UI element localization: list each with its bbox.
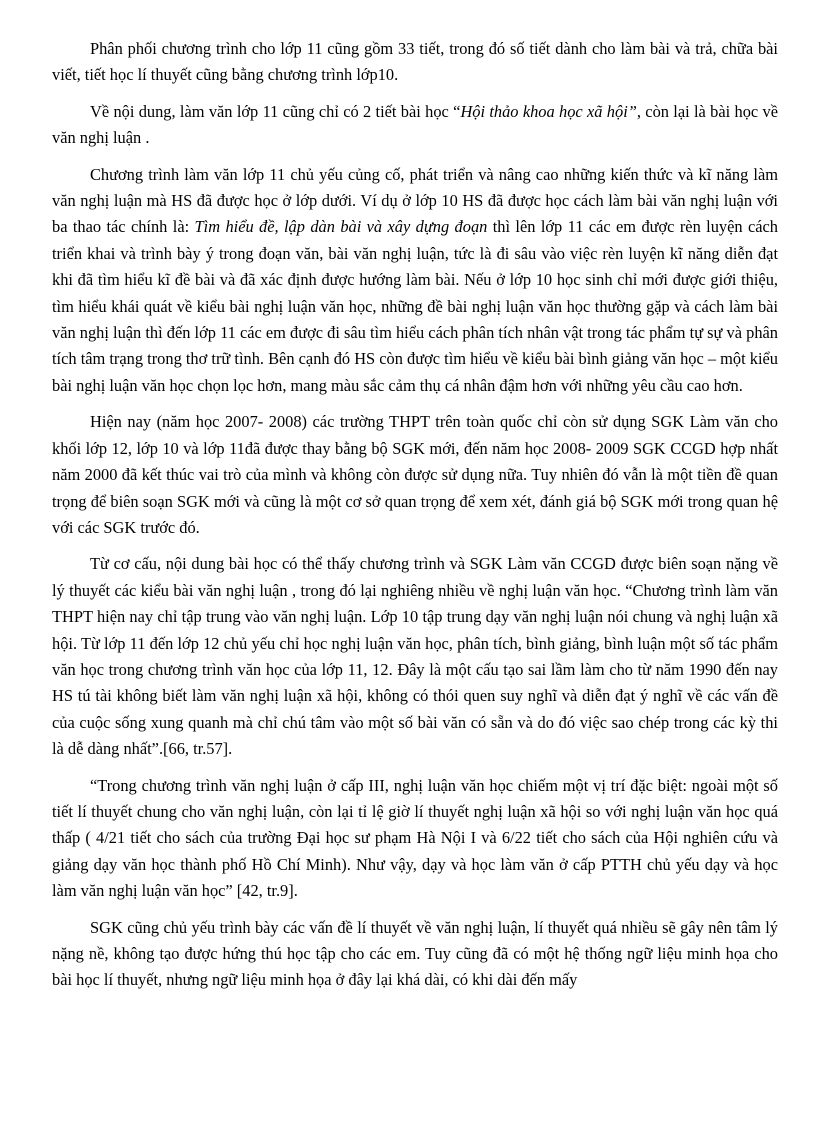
paragraph <box>52 36 778 89</box>
paragraph-text: thì lên lớp 11 các em được rèn luyện cách triển khai và trình bày ý trong đoạn văn, bài văn nghị luận, tức là đi sâu vào việc rèn luyện kĩ năng diễn đạt khi đã tìm hiểu kĩ đề bài và đã xác định được hướng làm bài. Nếu ở lớp 10 học sinh chỉ mới được giới thiệu, tìm hiểu khái quát về kiểu bài nghị luận văn học, những đề bài nghị luận văn học thường gặp và cách làm bài văn nghị luận thì đến lớp 11 các em được đi sâu tìm hiểu cách phân tích nhân vật trong tác phẩm tự sự và phân tích tâm trạng trong thơ trữ tình. Bên cạnh đó HS còn được tìm hiểu về kiểu bài bình giảng văn học – một kiểu bài nghị luận văn học chọn lọc hơn, mang màu sắc cảm thụ cá nhân đậm hơn với những yêu cầu cao hơn. <box>52 217 778 395</box>
paragraph-text: Chương trình làm văn lớp 11 chủ yếu củng cố, phát triển và nâng cao những kiến thức và kĩ năng làm văn nghị luận mà HS đã được học ở lớp dưới. Ví dụ ở lớp 10 HS đã được học cách làm bài văn nghị luận với ba thao tác chính là: <box>52 164 778 237</box>
paragraph-text: “Trong chương trình văn nghị luận ở cấp III, nghị luận văn học chiếm một vị trí đặc biệt: ngoài một số tiết lí thuyết chung cho văn nghị luận, còn lại tỉ lệ giờ lí thuyết nghị luận xã hội so với nghị luận văn học quá thấp ( 4/21 tiết cho sách của trường Đại học sư phạm Hà Nội I và 6/22 tiết cho sách của Hội nghiên cứu và giảng dạy văn học thành phố Hồ Chí Minh). Như vậy, dạy và học làm văn ở cấp PTTH chủ yếu dạy và học làm văn nghị luận văn học” [42, tr.9]. <box>52 775 778 901</box>
italic-text: Hội thảo khoa học xã hội” <box>460 101 637 121</box>
paragraph <box>52 409 778 541</box>
paragraph <box>52 773 778 905</box>
paragraph-text: , còn lại là bài học về văn nghị luận . <box>52 101 778 148</box>
paragraph <box>52 915 778 994</box>
paragraph <box>52 551 778 762</box>
paragraph-text: Từ cơ cấu, nội dung bài học có thể thấy chương trình và SGK Làm văn CCGD được biên soạn nặng về lý thuyết các kiểu bài văn nghị luận , trong đó lại nghiêng nhiều về nghị luận văn học. “Chương trình làm văn THPT hiện nay chỉ tập trung vào văn nghị luận. Lớp 10 tập trung dạy văn nghị luận nói chung và nghị luận xã hội. Từ lớp 11 đến lớp 12 chủ yếu chỉ học nghị luận văn học, phân tích, bình giảng, bình luận một số tác phẩm văn học trong chương trình văn học của lớp 11, 12. Đây là một cấu tạo sai lầm làm cho từ năm 1990 đến nay HS tú tài không biết làm văn nghị luận xã hội, không có thói quen suy nghĩ và diễn đạt ý nghĩ về các vấn đề của cuộc sống xung quanh mà chỉ chú tâm vào một số bài văn có sẵn và do đó việc sao chép trong các kỳ thi là dễ dàng nhất”.[66, tr.57]. <box>52 554 778 759</box>
italic-text: Tìm hiểu đề, lập dàn bài và xây dựng đoạn <box>194 217 488 237</box>
paragraph <box>52 162 778 400</box>
paragraph <box>52 99 778 152</box>
document-body <box>52 36 778 1004</box>
paragraph-text: Phân phối chương trình cho lớp 11 cũng gồm 33 tiết, trong đó số tiết dành cho làm bài và trả, chữa bài viết, tiết học lí thuyết cũng bằng chương trình lớp10. <box>52 39 778 85</box>
paragraph-text: Hiện nay (năm học 2007- 2008) các trường THPT trên toàn quốc chỉ còn sử dụng SGK Làm văn cho khối lớp 12, lớp 10 và lớp 11đã được thay bằng bộ SGK mới, đến năm học 2008- 2009 SGK CCGD hợp nhất năm 2000 đã kết thúc vai trò của mình và không còn được sử dụng nữa. Tuy nhiên đó vẫn là một tiền đề quan trọng để biên soạn SGK mới và cũng là một cơ sở quan trọng để xem xét, đánh giá bộ SGK mới trong quan hệ với các SGK trước đó. <box>52 412 778 537</box>
paragraph-text: SGK cũng chủ yếu trình bày các vấn đề lí thuyết về văn nghị luận, lí thuyết quá nhiều sẽ gây nên tâm lý nặng nề, không tạo được hứng thú học tập cho các em. Tuy cũng đã có một hệ thống ngữ liệu minh họa cho bài học lí thuyết, nhưng ngữ liệu minh họa ở đây lại khá dài, có khi dài đến mấy <box>52 917 778 990</box>
paragraph-text: Về nội dung, làm văn lớp 11 cũng chỉ có 2 tiết bài học “ <box>90 101 461 121</box>
